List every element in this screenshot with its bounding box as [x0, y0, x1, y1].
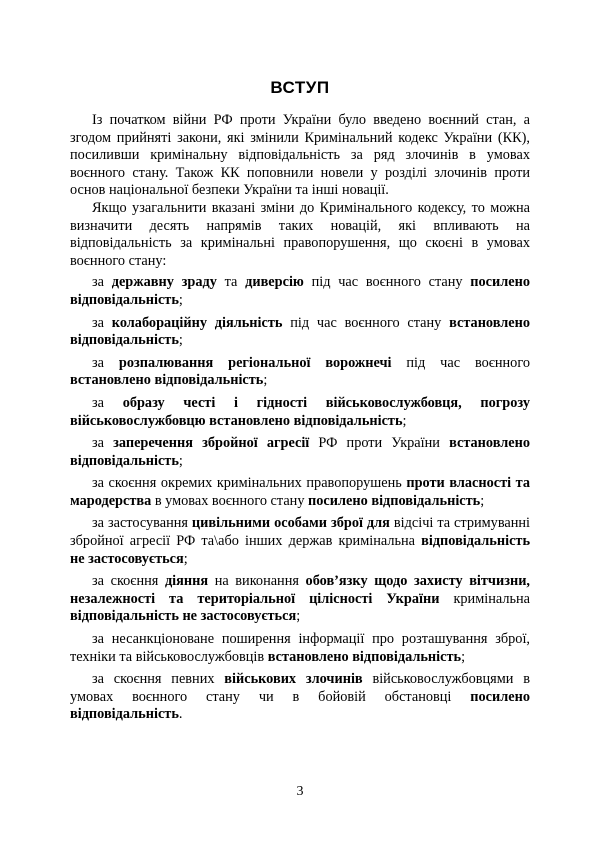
bold-text: посилено відповідальність	[70, 688, 530, 723]
list-item	[70, 310, 530, 350]
item-text: за несанкціоноване поширення інформації про розташування зброї, техніки та військовослужбовців	[70, 631, 530, 665]
bold-text: заперечення збройної агресії	[113, 435, 310, 452]
list-item	[70, 510, 530, 568]
bold-text: посилено відповідальність	[308, 492, 481, 509]
page-number: 3	[296, 784, 304, 799]
item-text: ;	[183, 550, 188, 567]
intro-paragraph: Якщо узагальнити вказані зміни до Кримінального кодексу, то можна визначити десять напрямів таких новацій, які впливають на відповідальність за кримінальні правопорушення, що скоєні в умовах воєнного стану:	[70, 199, 530, 269]
item-text: ;	[178, 291, 183, 308]
item-text: кримінальна	[439, 590, 530, 607]
item-text: під час воєнного	[391, 354, 530, 371]
bold-text: встановлено відповідальність	[70, 314, 531, 349]
item-text: відсічі та стримуванні збройної агресії РФ та\або інших держав кримінальна	[70, 515, 530, 550]
item-text: за	[92, 314, 112, 331]
item-text: за застосування	[92, 515, 192, 532]
intro-paragraph: Із початком війни РФ проти України було введено воєнний стан, а згодом прийняті закони, які змінили Кримінальний кодекс України (КК), посиливши кримінальну відповідальність за ряд злочинів в умовах воєнного стану. Також КК поповнили новели у розділі злочинів проти основ національної безпеки України та інші новації.	[70, 112, 530, 199]
item-text: ;	[402, 412, 407, 429]
bold-text: диверсію	[245, 274, 304, 291]
bold-text: проти власності та мародерства	[70, 475, 530, 509]
bold-text: встановлено відповідальність	[267, 648, 462, 665]
item-text: РФ проти України	[309, 435, 450, 452]
item-text: за скоєння окремих кримінальних правопорушень	[92, 475, 407, 492]
list-item	[70, 568, 530, 626]
list-item	[70, 430, 530, 470]
innovations-list	[70, 271, 530, 724]
item-text: та	[216, 274, 246, 291]
bold-text: військових злочинів	[224, 671, 363, 688]
bold-text: діяння	[164, 573, 209, 590]
bold-text: колабораційну діяльність	[111, 314, 283, 331]
item-text: ;	[296, 608, 301, 625]
item-text: ;	[461, 648, 466, 665]
item-text: за скоєння певних	[92, 671, 225, 688]
list-item	[70, 350, 530, 390]
item-text: військовослужбовцями в умовах воєнного стану чи в бойовій обстановці	[70, 671, 530, 705]
item-text: за	[92, 274, 112, 291]
item-text: ;	[178, 452, 183, 469]
bold-text: встановлено відповідальність	[70, 435, 530, 469]
bold-text: державну зраду	[111, 274, 217, 291]
item-text: за скоєння	[92, 573, 165, 590]
list-item	[70, 271, 530, 309]
item-text: ;	[263, 372, 268, 389]
intro-section	[70, 112, 530, 270]
bold-text: цивільними особами зброї для	[191, 515, 390, 532]
document-body	[70, 112, 530, 724]
list-item	[70, 470, 530, 510]
item-text: за	[92, 394, 123, 411]
item-text: ;	[178, 332, 183, 349]
list-item	[70, 666, 530, 724]
item-text: в умовах воєнного стану	[151, 492, 309, 509]
item-text: за	[92, 435, 114, 452]
bold-text: обов’язку щодо захисту вітчизни, незалежності та територіальної цілісності України	[70, 573, 531, 607]
item-text: за	[92, 354, 119, 371]
item-text: під час воєнного стану	[282, 314, 450, 331]
bold-text: відповідальність не застосовується	[70, 533, 530, 567]
bold-text: образу честі і гідності військовослужбовця, погрозу військовослужбовцю встановлено відповідальність	[70, 394, 530, 429]
item-text: під час воєнного стану	[303, 274, 471, 291]
bold-text: відповідальність не застосовується	[70, 608, 297, 625]
item-text: .	[178, 706, 183, 723]
list-item	[70, 390, 530, 430]
bold-text: розпалювання регіональної ворожнечі	[118, 354, 392, 371]
item-text: ;	[480, 492, 485, 509]
item-text: на виконання	[208, 573, 306, 590]
list-item	[70, 626, 530, 666]
bold-text: посилено відповідальність	[70, 274, 531, 308]
page-title: ВСТУП	[270, 78, 330, 97]
bold-text: встановлено відповідальність	[70, 372, 264, 389]
